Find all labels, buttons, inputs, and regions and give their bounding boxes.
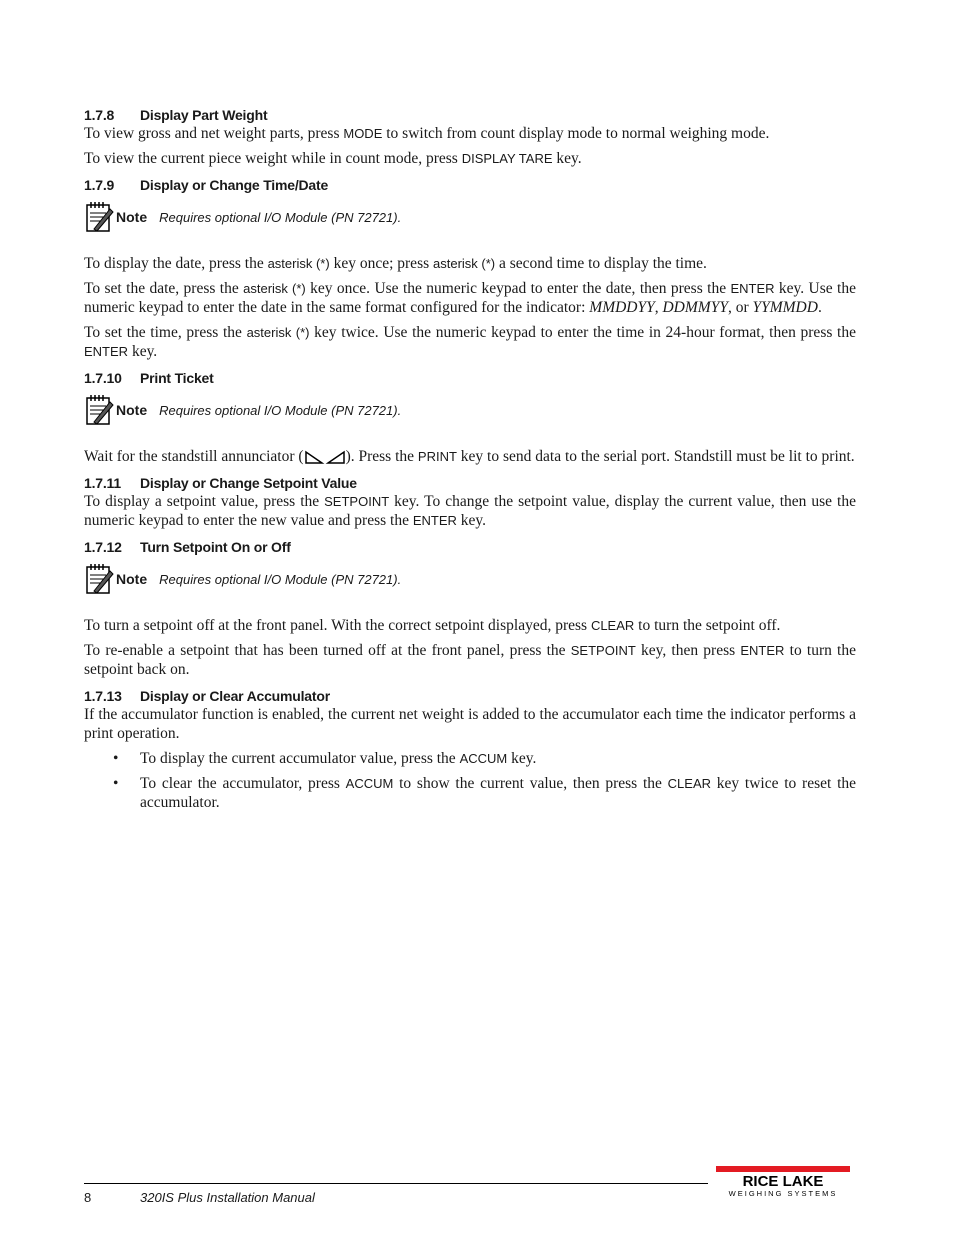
paragraph: Wait for the standstill annunciator ( ). Press the PRINT key to send data to the serial port. Standstill must be lit to print. <box>84 448 855 465</box>
page-number: 8 <box>84 1190 92 1205</box>
note-pad-icon <box>84 393 114 427</box>
section-heading-1-7-10: 1.7.10 Print Ticket <box>84 370 214 386</box>
note-text: Requires optional I/O Module (PN 72721). <box>159 402 402 418</box>
footer-rule <box>84 1183 708 1184</box>
note-label: Note <box>116 570 148 587</box>
logo-tagline: WEIGHING SYSTEMS <box>728 1189 838 1198</box>
manual-title: 320IS Plus Installation Manual <box>140 1190 315 1205</box>
paragraph: To set the time, press the asterisk (*) key twice. Use the numeric keypad to enter the time in 24-hour format, then press the ENTER key. <box>84 324 856 360</box>
note-box <box>84 562 856 596</box>
standstill-annunciator-icon <box>304 450 346 464</box>
paragraph: To set the date, press the asterisk (*) key once. Use the numeric keypad to enter the date, then press the ENTER key. Use the numeric keypad to enter the date in the same format configured for the indicator: MMDDYY, DDMMYY, or YYMMDD. <box>84 280 856 316</box>
note-text: Requires optional I/O Module (PN 72721). <box>159 209 402 225</box>
logo-name: RICE LAKE <box>742 1173 824 1190</box>
paragraph: To turn a setpoint off at the front panel. With the correct setpoint displayed, press CLEAR to turn the setpoint off. <box>84 617 781 634</box>
note-box <box>84 200 856 234</box>
paragraph: To display the date, press the asterisk (*) key once; press asterisk (*) a second time to display the time. <box>84 255 707 272</box>
paragraph: To view the current piece weight while in count mode, press DISPLAY TARE key. <box>84 150 582 167</box>
note-text: Requires optional I/O Module (PN 72721). <box>159 571 402 587</box>
list-item: • To display the current accumulator value, press the ACCUM key. <box>140 749 856 768</box>
section-heading-1-7-9: 1.7.9 Display or Change Time/Date <box>84 177 329 193</box>
paragraph: To display a setpoint value, press the SETPOINT key. To change the setpoint value, display the current value, then use the numeric keypad to enter the new value and press the ENTER key. <box>84 493 856 529</box>
note-pad-icon <box>84 562 114 596</box>
note-label: Note <box>116 401 148 418</box>
paragraph: If the accumulator function is enabled, the current net weight is added to the accumulator each time the indicator performs a print operation. <box>84 706 856 742</box>
section-heading-1-7-13: 1.7.13 Display or Clear Accumulator <box>84 688 330 704</box>
bullet-list <box>84 749 856 812</box>
note-label: Note <box>116 208 148 225</box>
logo-red-bar <box>716 1166 850 1172</box>
list-item: • To clear the accumulator, press ACCUM to show the current value, then press the CLEAR key twice to reset the accumulator. <box>140 774 856 812</box>
rice-lake-logo <box>712 1166 854 1198</box>
note-pad-icon <box>84 200 114 234</box>
section-heading-1-7-8: 1.7.8 Display Part Weight <box>84 107 268 123</box>
paragraph: To view gross and net weight parts, press MODE to switch from count display mode to normal weighing mode. <box>84 125 770 142</box>
paragraph: To re-enable a setpoint that has been turned off at the front panel, press the SETPOINT key, then press ENTER to turn the setpoint back on. <box>84 642 856 678</box>
note-box <box>84 393 856 427</box>
page-content <box>84 106 856 818</box>
section-heading-1-7-11: 1.7.11 Display or Change Setpoint Value <box>84 475 357 491</box>
section-heading-1-7-12: 1.7.12 Turn Setpoint On or Off <box>84 539 291 555</box>
